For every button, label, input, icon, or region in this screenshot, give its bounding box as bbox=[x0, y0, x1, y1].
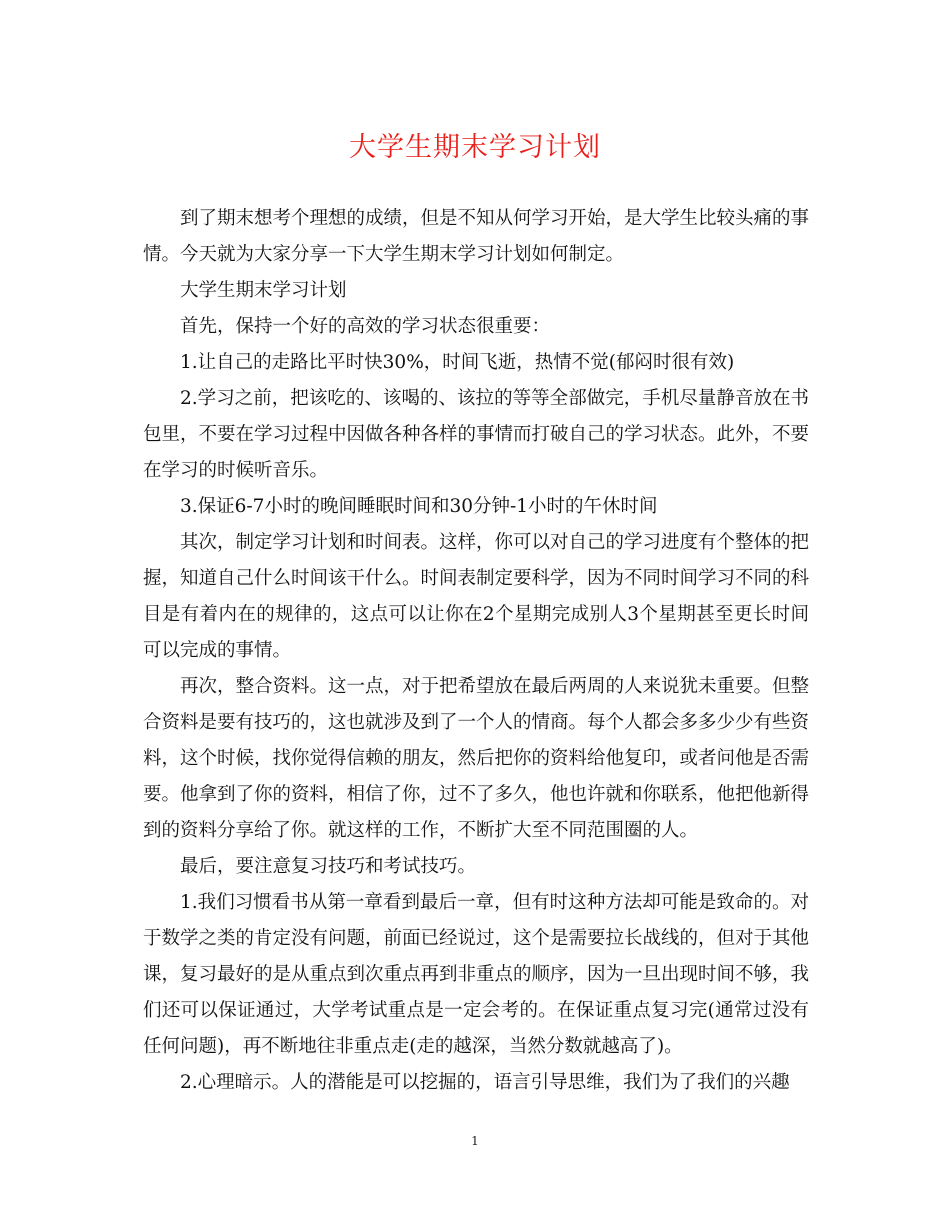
document-title: 大学生期末学习计划 bbox=[349, 132, 601, 163]
paragraph: 1.让自己的走路比平时快30%，时间飞逝，热情不觉(郁闷时很有效) bbox=[180, 352, 735, 373]
paragraph: 首先，保持一个好的高效的学习状态很重要： bbox=[180, 316, 551, 337]
paragraph: 最后，要注意复习技巧和考试技巧。 bbox=[180, 856, 477, 877]
paragraph: 2.学习之前，把该吃的、该喝的、该拉的等等全部做完，手机尽量静音放在书包里，不要在学习过程中因做各种各样的事情而打破自己的学习状态。此外，不要在学习的时候听音乐。 bbox=[143, 388, 810, 481]
paragraph: 其次，制定学习计划和时间表。这样，你可以对自己的学习进度有个整体的把握，知道自己什么时间该干什么。时间表制定要科学，因为不同时间学习不同的科目是有着内在的规律的，这点可以让你在2个星期完成别人3个星期甚至更长时间可以完成的事情。 bbox=[143, 532, 810, 661]
paragraph: 1.我们习惯看书从第一章看到最后一章，但有时这种方法却可能是致命的。对于数学之类的肯定没有问题，前面已经说过，这个是需要拉长战线的，但对于其他课，复习最好的是从重点到次重点再到非重点的顺序，因为一旦出现时间不够，我们还可以保证通过，大学考试重点是一定会考的。在保证重点复习完(通常过没有任何问题)，再不断地往非重点走(走的越深，当然分数就越高了)。 bbox=[143, 892, 810, 1057]
page-number: 1 bbox=[471, 1134, 479, 1148]
document-body bbox=[143, 201, 809, 1101]
paragraph: 2.心理暗示。人的潜能是可以挖掘的，语言引导思维，我们为了我们的兴趣 bbox=[180, 1072, 790, 1093]
paragraph: 到了期末想考个理想的成绩，但是不知从何学习开始，是大学生比较头痛的事情。今天就为大家分享一下大学生期末学习计划如何制定。 bbox=[143, 208, 810, 265]
paragraph: 3.保证6-7小时的晚间睡眠时间和30分钟-1小时的午休时间 bbox=[180, 496, 658, 517]
paragraph: 再次，整合资料。这一点，对于把希望放在最后两周的人来说犹未重要。但整合资料是要有技巧的，这也就涉及到了一个人的情商。每个人都会多多少少有些资料，这个时候，找你觉得信赖的朋友，然后把你的资料给他复印，或者问他是否需要。他拿到了你的资料，相信了你，过不了多久，他也许就和你联系，他把他新得到的资料分享给了你。就这样的工作，不断扩大至不同范围圈的人。 bbox=[143, 676, 810, 841]
paragraph: 大学生期末学习计划 bbox=[180, 280, 347, 301]
